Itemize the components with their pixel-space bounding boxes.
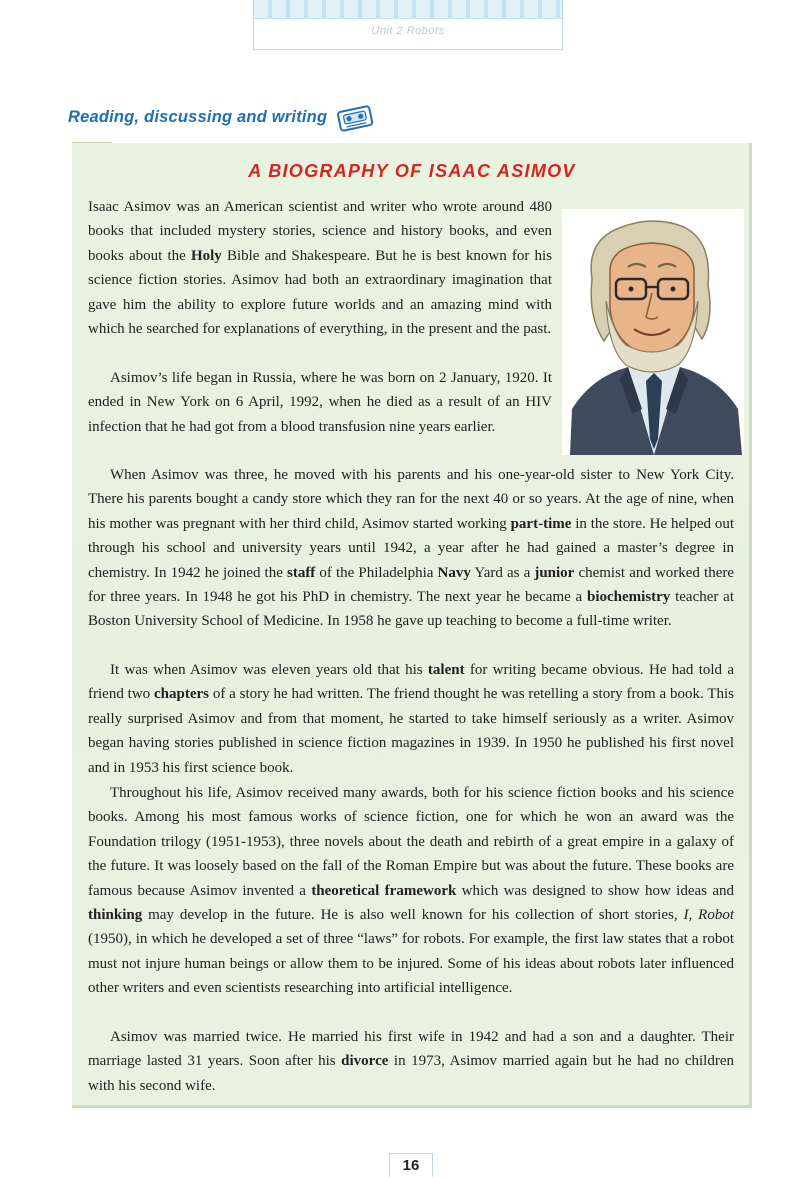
text-run: Throughout his life, Asimov received many awards, both for his science fiction books and his science books. Among his most famous works of science fiction, one for which he won an award was the Foundation trilogy (1951-1953), three novels about the death and rebirth of a great empire in a galaxy of the future. It was loosely based on the fall of the Roman Empire but was about the future. These books are famous because Asimov invented a [88,785,734,899]
paragraph-5 [88,781,734,1001]
text-run: chemist and worked there for three years. In 1948 he got his PhD in chemistry. The next year he became a [88,564,735,606]
reading-panel [72,143,752,1108]
unit-header-tab [253,0,563,50]
page-number: 16 [389,1153,433,1177]
isaac-asimov-portrait [562,209,744,455]
text-run: (1950), in which he developed a set of three “laws” for robots. For example, the first law states that a robot must not injure human beings or allow them to be injured. Some of his ideas about robots later influenced other writers and even scientists researching into artificial intelligence. [88,931,734,997]
text-run: in the store. He helped out through his school and university years until 1942, a year after he had gained a master’s degree in chemistry. In 1942 he joined the [88,515,734,581]
vocab-term: thinking [88,907,143,924]
vocab-term: junior [534,564,575,581]
section-title: Reading, discussing and writing [68,108,328,126]
paragraph-6 [88,1025,734,1098]
vocab-term: staff [286,564,316,581]
text-run: When Asimov was three, he moved with his parents and his one-year-old sister to New York City. There his parents bought a candy store which they ran for the next 40 or so years. At the age of nine, when his mother was pregnant with her third child, Asimov started working [88,467,734,532]
paragraph-1 [88,195,552,341]
cassette-tape-icon [335,103,375,133]
vocab-term: theoretical framework [311,882,457,899]
vocab-term: biochemistry [586,589,671,606]
paragraph-4 [88,658,734,780]
vocab-term: talent [427,662,465,678]
text-run: of a story he had written. The friend thought he was retelling a story from a book. This really surprised Asimov and from that moment, he started to take himself seriously as a writer. Asimov began having stories published in science fiction magazines in 1939. In 1950 he published his first novel and in 1953 his first science book. [88,686,734,776]
text-run: may develop in the future. He is also well known for his collection of short stories, [142,907,684,924]
vocab-term: divorce [341,1053,389,1070]
text-run: Asimov was married twice. He married his first wife in 1942 and had a son and a daughter. Their marriage lasted 31 years. Soon after his [88,1029,734,1070]
vocab-term: chapters [153,686,209,703]
text-run: in 1973, Asimov married again but he had no children with his second wife. [88,1053,734,1094]
text-run: Yard as a [470,564,535,581]
text-run: of the Philadelphia [315,564,438,581]
paragraph-2 [88,366,552,439]
text-run: It was when Asimov was eleven years old that his [110,662,428,678]
book-title: I, Robot [683,907,734,924]
text-run: Isaac Asimov was an American scientist and writer who wrote around 480 books that included mystery stories, science and history books, and even books about the [88,199,552,264]
text-run: Bible and Shakespeare. But he is best known for his science fiction stories. Asimov had both an extraordinary imagination that gave him the ability to explore future worlds and an amazing mind with which he searched for explanations of everything, in the present and the past. [88,247,552,338]
vocab-term: part-time [510,515,572,532]
header-decoration [254,0,562,19]
text-run: for writing became obvious. He had told a friend two [88,662,734,703]
text-run: which was designed to show how ideas and [456,882,734,899]
vocab-term: Navy [437,564,471,581]
text-run: teacher at Boston University School of Medicine. In 1958 he gave up teaching to become a full-time writer. [88,589,734,630]
text-run: Asimov’s life began in Russia, where he was born on 2 January, 1920. It ended in New York on 6 April, 1992, when he died as a result of an HIV infection that he had got from a blood transfusion nine years earlier. [88,370,552,435]
article-title: A BIOGRAPHY OF ISAAC ASIMOV [248,161,576,181]
unit-label: Unit 2 Robots [371,25,445,37]
paragraph-3 [88,463,734,634]
vocab-term: Holy [190,247,222,264]
